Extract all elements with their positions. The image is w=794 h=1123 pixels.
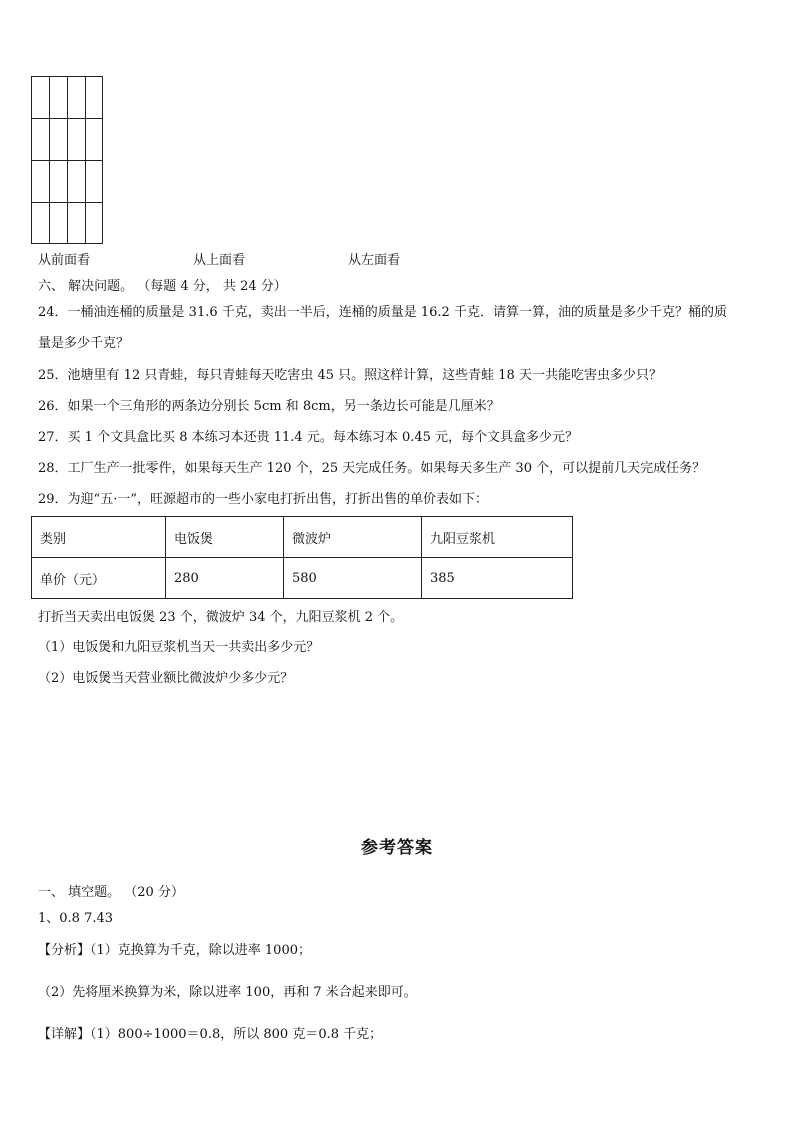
table-cell: 电饭煲 xyxy=(166,517,284,558)
table-row xyxy=(32,517,573,558)
answers-title: 参考答案 xyxy=(361,838,433,858)
question-26: 26．如果一个三角形的两条边分别长 5cm 和 8cm，另一条边长可能是几厘米？ xyxy=(38,399,500,414)
grid-line xyxy=(32,202,102,203)
price-table xyxy=(31,516,573,599)
question-29: 29．为迎“五·一”，旺源超市的一些小家电打折出售，打折出售的单价表如下： xyxy=(38,492,488,507)
table-cell: 单价（元） xyxy=(32,558,166,599)
table-cell: 微波炉 xyxy=(284,517,422,558)
table-row xyxy=(32,558,573,599)
grid-figure xyxy=(31,76,103,244)
subquestion-1: （1）电饭煲和九阳豆浆机当天一共卖出多少元？ xyxy=(38,640,320,655)
grid-line xyxy=(32,160,102,161)
view-front-label: 从前面看 xyxy=(38,253,91,268)
question-28: 28．工厂生产一批零件，如果每天生产 120 个，25 天完成任务。如果每天多生产 30 个，可以提前几天完成任务？ xyxy=(38,461,706,476)
answer-detail: 【详解】（1）800÷1000＝0.8，所以 800 克＝0.8 千克； xyxy=(38,1027,383,1042)
sales-statement: 打折当天卖出电饭煲 23 个，微波炉 34 个，九阳豆浆机 2 个。 xyxy=(38,610,404,625)
table-cell: 280 xyxy=(166,558,284,599)
question-25: 25．池塘里有 12 只青蛙，每只青蛙每天吃害虫 45 只。照这样计算，这些青蛙 18 天一共能吃害虫多少只？ xyxy=(38,368,662,383)
question-24-line1: 24．一桶油连桶的质量是 31.6 千克，卖出一半后，连桶的质量是 16.2 千克．请算一算，油的质量是多少千克？桶的质 xyxy=(38,305,727,320)
answers-section1-title: 一、 填空题。 （20 分） xyxy=(38,885,184,900)
table-cell: 九阳豆浆机 xyxy=(422,517,573,558)
table-cell: 类别 xyxy=(32,517,166,558)
view-top-label: 从上面看 xyxy=(193,253,246,268)
answer-1: 1、0.8 7.43 xyxy=(38,911,114,926)
view-left-label: 从左面看 xyxy=(348,253,401,268)
table-cell: 580 xyxy=(284,558,422,599)
question-27: 27．买 1 个文具盒比买 8 本练习本还贵 11.4 元。每本练习本 0.45 元，每个文具盒多少元？ xyxy=(38,430,579,445)
grid-line xyxy=(32,118,102,119)
section6-title: 六、 解决问题。 （每题 4 分， 共 24 分） xyxy=(38,279,287,294)
question-24-line2: 量是多少千克？ xyxy=(38,336,130,351)
table-cell: 385 xyxy=(422,558,573,599)
answer-analysis: 【分析】（1）克换算为千克，除以进率 1000； xyxy=(38,943,311,958)
answer-analysis-2: （2）先将厘米换算为米，除以进率 100，再和 7 米合起来即可。 xyxy=(38,985,417,1000)
subquestion-2: （2）电饭煲当天营业额比微波炉少多少元？ xyxy=(38,671,294,686)
